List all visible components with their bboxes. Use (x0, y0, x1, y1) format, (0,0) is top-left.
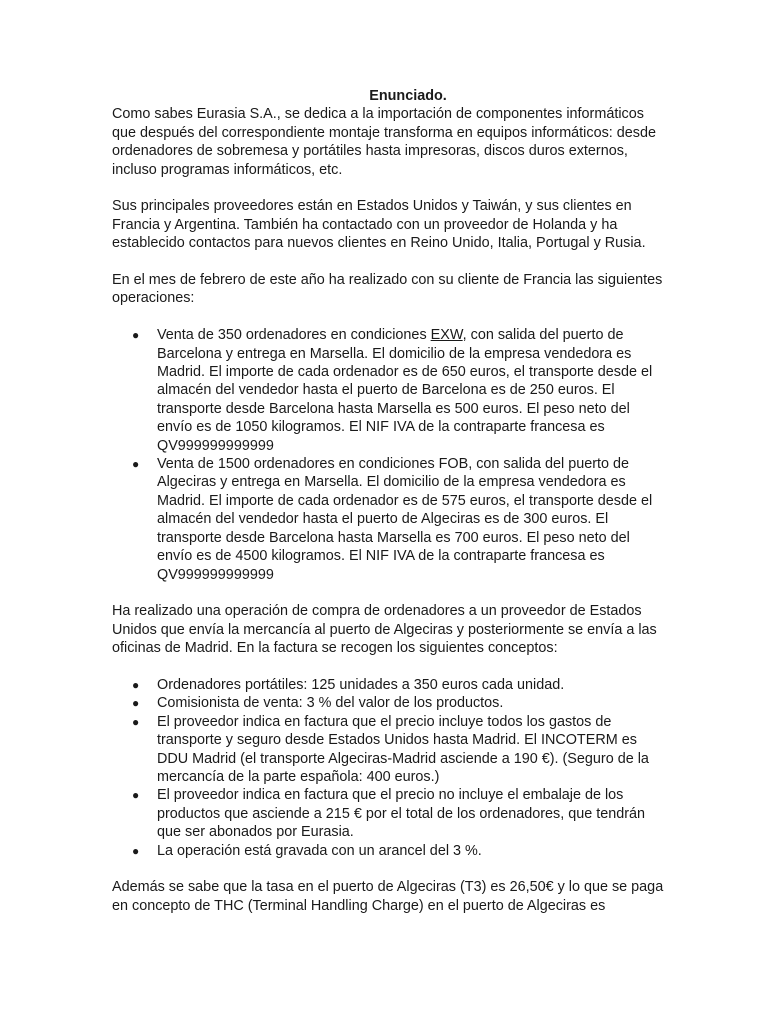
document-title: Enunciado. (369, 88, 447, 104)
incoterm-link[interactable]: EXW (430, 327, 463, 344)
paragraph-port-fees: Además se sabe que la tasa en el puerto de Algeciras (T3) es 26,50€ y lo que se paga en concepto de THC (Terminal Handling Charge) en el puerto de Algeciras es (112, 879, 664, 914)
bullet-icon: ● (132, 457, 140, 472)
paragraph-purchase: Ha realizado una operación de compra de ordenadores a un proveedor de Estados Unidos que envía la mercancía al puerto de Algeciras y posteriormente se envía a las oficinas de Madrid. En la factura se recogen los siguientes conceptos: (112, 603, 657, 657)
list-item: ● Ordenadores portátiles: 125 unidades a 350 euros cada unidad. (132, 676, 565, 693)
list-item: ● Venta de 350 ordenadores en condiciones EXW, con salida del puerto de Barcelona y entrega en Marsella. El domicilio de la empresa vendedora es Madrid. El importe de cada ordenador es de 650 euros, el transporte desde el almacén del vendedor hasta el puerto de Barcelona es de 250 euros. El transporte desde Barcelona hasta Marsella es 500 euros. El peso neto del envío es de 1050 kilogramos. El NIF IVA de la contraparte francesa es QV999999999999 (132, 327, 653, 454)
bullet-icon: ● (132, 788, 140, 803)
bullet-icon: ● (132, 677, 140, 692)
bullet-icon: ● (132, 714, 140, 729)
list-item: ● El proveedor indica en factura que el precio incluye todos los gastos de transporte y seguro desde Estados Unidos hasta Madrid. El INCOTERM es DDU Madrid (el transporte Algeciras-Madrid asciende a 190 €). (Seguro de la mercancía de la parte española: 400 euros.) (132, 713, 649, 785)
paragraph-operations-intro: En el mes de febrero de este año ha realizado con su cliente de Francia las siguientes operaciones: (112, 272, 663, 307)
bullet-icon: ● (132, 328, 140, 343)
list-item: ● La operación está gravada con un arancel del 3 %. (132, 842, 482, 859)
paragraph-intro: Como sabes Eurasia S.A., se dedica a la importación de componentes informáticos que después del correspondiente montaje transforma en equipos informáticos: desde ordenadores de sobremesa y portátiles hasta impresoras, discos duros externos, incluso programas informáticos, etc. (112, 106, 656, 178)
paragraph-suppliers: Sus principales proveedores están en Estados Unidos y Taiwán, y sus clientes en Francia y Argentina. También ha contactado con un proveedor de Holanda y ha establecido contactos para nuevos clientes en Reino Unido, Italia, Portugal y Rusia. (112, 198, 646, 252)
sales-operations-list (112, 326, 664, 584)
bullet-icon: ● (132, 843, 140, 858)
invoice-concepts-list (112, 676, 664, 860)
list-item: ● El proveedor indica en factura que el precio no incluye el embalaje de los productos que asciende a 215 € por el total de los ordenadores, que tendrán que ser abonados por Eurasia. (132, 787, 646, 841)
list-item: ● Comisionista de venta: 3 % del valor de los productos. (132, 695, 504, 712)
list-item: ● Venta de 1500 ordenadores en condiciones FOB, con salida del puerto de Algeciras y entrega en Marsella. El domicilio de la empresa vendedora es Madrid. El importe de cada ordenador es de 575 euros, el transporte desde el almacén del vendedor hasta el puerto de Algeciras es de 300 euros. El transporte desde Barcelona hasta Marsella es 700 euros. El peso neto del envío es de 4500 kilogramos. El NIF IVA de la contraparte francesa es QV999999999999 (132, 456, 653, 583)
document-page (112, 87, 664, 915)
bullet-icon: ● (132, 696, 140, 711)
